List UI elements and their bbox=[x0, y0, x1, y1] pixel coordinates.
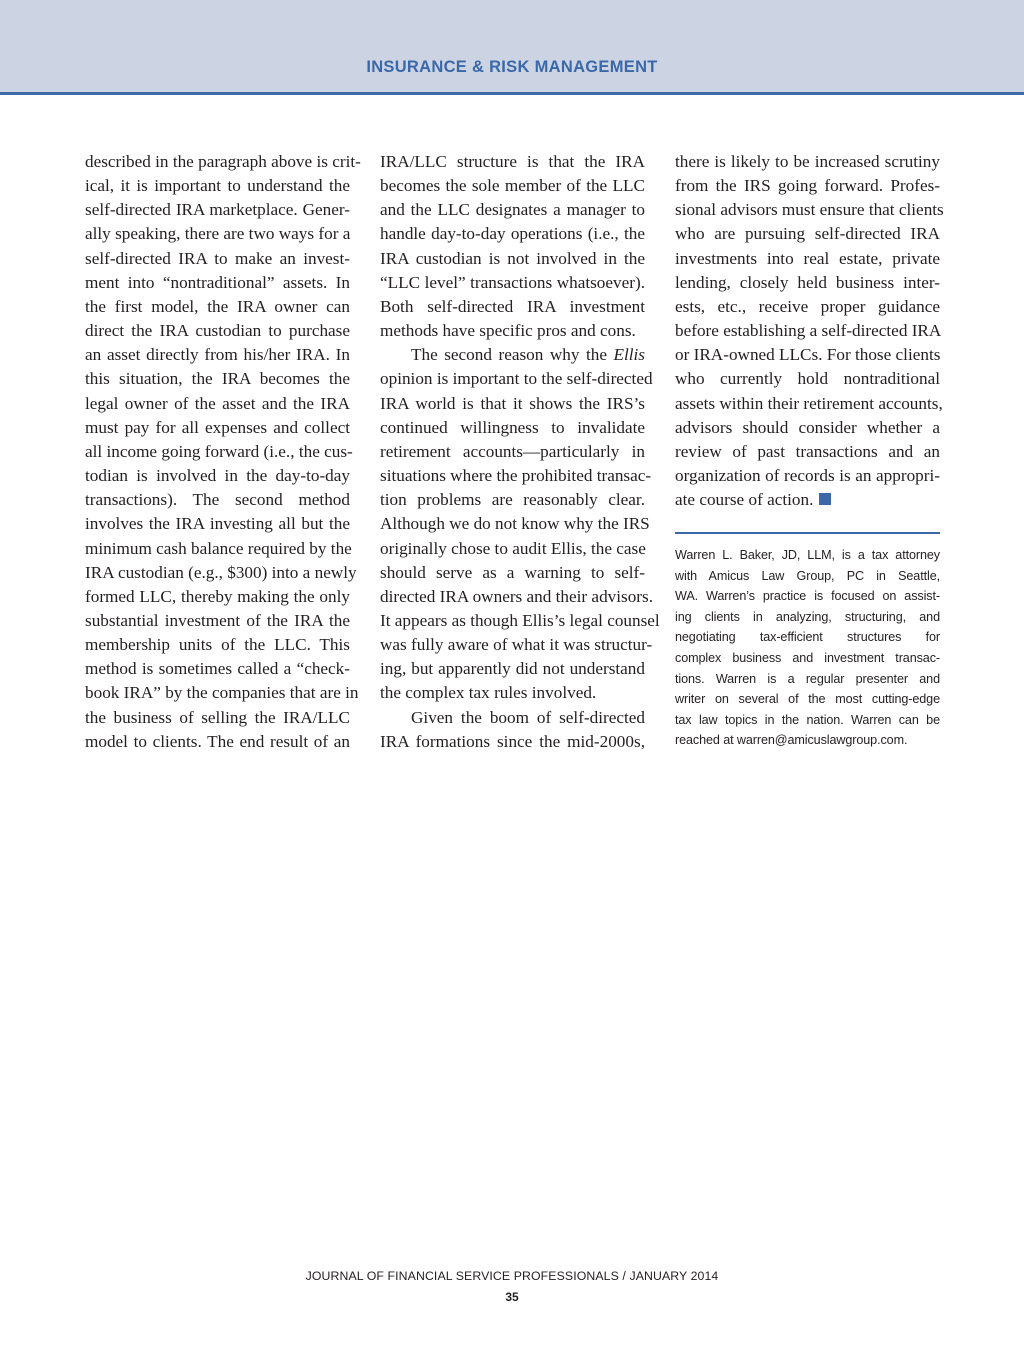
bio-line: reached at warren@amicuslawgroup.com. bbox=[675, 733, 908, 748]
text-line: model to clients. The end result of an bbox=[85, 731, 350, 751]
text-line: self-directed IRA to make an invest- bbox=[85, 248, 350, 268]
article-column-1 bbox=[85, 150, 361, 754]
text-line: involves the IRA investing all but the bbox=[85, 514, 350, 534]
text-line: continued willingness to invalidate bbox=[380, 417, 645, 437]
text-line: who currently hold nontraditional bbox=[675, 369, 940, 389]
text-line: “LLC level” transactions whatsoever). bbox=[380, 272, 645, 292]
text-line: self-directed IRA marketplace. Gener- bbox=[85, 200, 350, 220]
text-line: book IRA” by the companies that are in bbox=[85, 683, 359, 703]
section-title: INSURANCE & RISK MANAGEMENT bbox=[366, 58, 658, 76]
text-line: IRA formations since the mid-2000s, bbox=[380, 731, 645, 751]
text-line: sional advisors must ensure that clients bbox=[675, 200, 944, 220]
text-line bbox=[675, 488, 940, 512]
text-line: before establishing a self-directed IRA bbox=[675, 321, 942, 341]
text-line: minimum cash balance required by the bbox=[85, 538, 352, 558]
paragraph bbox=[675, 150, 944, 512]
author-bio bbox=[675, 545, 940, 751]
text-line: formed LLC, thereby making the only bbox=[85, 586, 350, 606]
text-line: method is sometimes called a “check- bbox=[85, 659, 350, 679]
bio-line: writer on several of the most cutting-edge bbox=[675, 692, 940, 707]
footer-journal-title: JOURNAL OF FINANCIAL SERVICE PROFESSIONALS / JANUARY 2014 bbox=[305, 1269, 719, 1283]
bio-line: Warren L. Baker, JD, LLM, is a tax attorney bbox=[675, 548, 940, 562]
text-line: todian is involved in the day-to-day bbox=[85, 466, 350, 486]
text-line: there is likely to be increased scrutiny bbox=[675, 152, 940, 171]
bio-line: with Amicus Law Group, PC in Seattle, bbox=[675, 568, 940, 583]
text-line: becomes the sole member of the LLC bbox=[380, 176, 645, 196]
text-line: the business of selling the IRA/LLC bbox=[85, 707, 350, 727]
text-fragment: ate course of action. bbox=[675, 490, 814, 510]
text-line: IRA/LLC structure is that the IRA bbox=[380, 152, 645, 171]
paragraph bbox=[380, 343, 660, 705]
text-line: Although we do not know why the IRS bbox=[380, 514, 650, 534]
text-line: opinion is important to the self-directed bbox=[380, 369, 653, 389]
article-column-2 bbox=[380, 150, 660, 754]
bio-line: ing clients in analyzing, structuring, and bbox=[675, 609, 940, 624]
text-line: from the IRS going forward. Profes- bbox=[675, 176, 940, 196]
text-line: assets within their retirement accounts, bbox=[675, 393, 943, 413]
text-line: should serve as a warning to self- bbox=[380, 562, 645, 582]
text-fragment: The second reason why the bbox=[411, 345, 607, 365]
text-line: this situation, the IRA becomes the bbox=[85, 369, 350, 389]
text-line: legal owner of the asset and the IRA bbox=[85, 393, 350, 413]
article-column-3 bbox=[675, 150, 944, 512]
text-line: ment into “nontraditional” assets. In bbox=[85, 272, 350, 292]
text-line: was fully aware of what it was structur- bbox=[380, 635, 653, 655]
bio-line: WA. Warren’s practice is focused on assist- bbox=[675, 589, 940, 604]
text-line: Both self-directed IRA investment bbox=[380, 296, 645, 316]
text-line: situations where the prohibited transac- bbox=[380, 466, 652, 486]
text-line: all income going forward (i.e., the cus- bbox=[85, 441, 353, 461]
text-line: ally speaking, there are two ways for a bbox=[85, 224, 351, 244]
text-line: ing, but apparently did not understand bbox=[380, 659, 645, 679]
text-line: an asset directly from his/her IRA. In bbox=[85, 345, 350, 365]
text-line: must pay for all expenses and collect bbox=[85, 417, 350, 437]
text-line: the complex tax rules involved. bbox=[380, 683, 597, 703]
text-line: organization of records is an appropri- bbox=[675, 466, 940, 486]
text-line: IRA custodian is not involved in the bbox=[380, 248, 645, 268]
text-line: Given the boom of self-directed bbox=[411, 707, 645, 727]
paragraph bbox=[380, 706, 645, 754]
text-line bbox=[380, 343, 645, 367]
case-name-ellis: Ellis bbox=[613, 345, 645, 365]
text-line: investments into real estate, private bbox=[675, 248, 940, 268]
bio-divider bbox=[675, 532, 940, 534]
bio-line: complex business and investment transac- bbox=[675, 650, 940, 665]
text-line: lending, closely held business inter- bbox=[675, 272, 940, 292]
text-line: originally chose to audit Ellis, the case bbox=[380, 538, 646, 558]
page-number: 35 bbox=[505, 1290, 519, 1304]
text-line: who are pursuing self-directed IRA bbox=[675, 224, 940, 244]
end-of-article-square-icon bbox=[819, 493, 831, 505]
text-line: advisors should consider whether a bbox=[675, 417, 940, 437]
bio-line: tions. Warren is a regular presenter and bbox=[675, 671, 940, 686]
text-line: or IRA-owned LLCs. For those clients bbox=[675, 345, 941, 365]
text-line: IRA custodian (e.g., $300) into a newly bbox=[85, 562, 357, 582]
text-line: review of past transactions and an bbox=[675, 441, 940, 461]
text-line: methods have specific pros and cons. bbox=[380, 321, 636, 341]
header-band bbox=[0, 0, 1024, 95]
text-line: IRA world is that it shows the IRS’s bbox=[380, 393, 645, 413]
text-line: directed IRA owners and their advisors. bbox=[380, 586, 654, 606]
bio-line: tax law topics in the nation. Warren can be bbox=[675, 712, 940, 727]
text-line: ical, it is important to understand the bbox=[85, 176, 350, 196]
text-line: direct the IRA custodian to purchase bbox=[85, 321, 350, 341]
text-line: described in the paragraph above is crit- bbox=[85, 152, 361, 171]
text-line: transactions). The second method bbox=[85, 490, 350, 510]
text-line: substantial investment of the IRA the bbox=[85, 610, 350, 630]
text-line: It appears as though Ellis’s legal counsel bbox=[380, 610, 660, 630]
text-line: ests, etc., receive proper guidance bbox=[675, 296, 940, 316]
paragraph bbox=[85, 150, 361, 754]
text-line: tion problems are reasonably clear. bbox=[380, 490, 645, 510]
text-line: the first model, the IRA owner can bbox=[85, 296, 350, 316]
paragraph bbox=[380, 150, 645, 343]
text-line: membership units of the LLC. This bbox=[85, 635, 350, 655]
text-line: and the LLC designates a manager to bbox=[380, 200, 645, 220]
bio-line: negotiating tax-efficient structures for bbox=[675, 630, 940, 645]
text-line: retirement accounts—particularly in bbox=[380, 441, 645, 461]
text-line: handle day-to-day operations (i.e., the bbox=[380, 224, 645, 244]
